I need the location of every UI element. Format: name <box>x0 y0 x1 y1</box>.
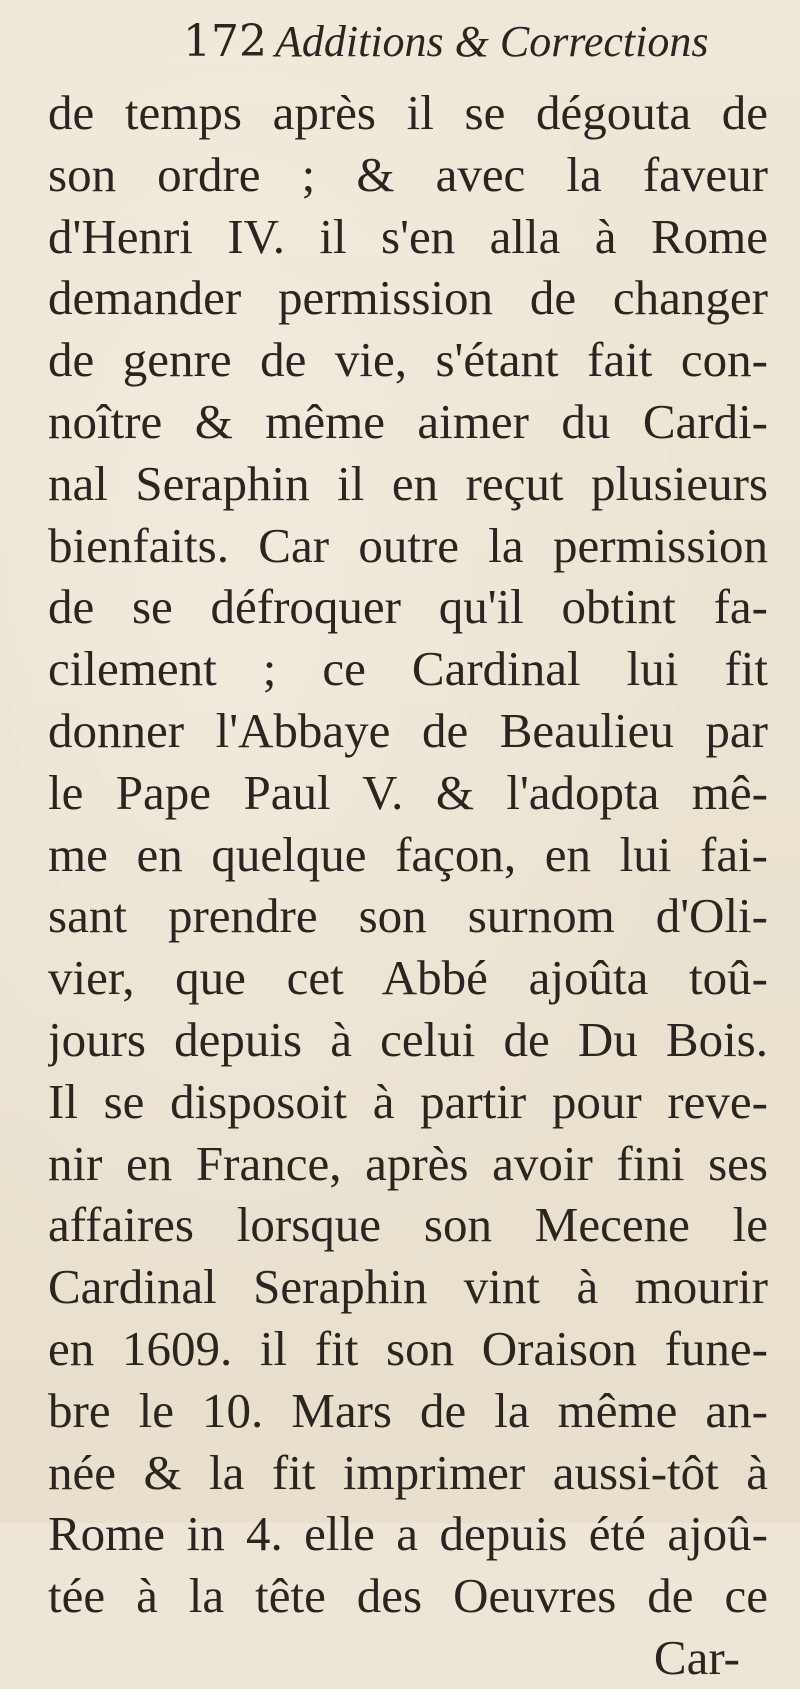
text-line: de se défroquer qu'il obtint fa- <box>48 579 768 635</box>
text-line: de temps après il se dégouta de <box>48 85 768 140</box>
catchword: Car- <box>653 1629 740 1685</box>
text-line: noître & même aimer du Cardi- <box>48 393 768 449</box>
text-line: cilement ; ce Cardinal lui fit <box>48 641 768 697</box>
running-head <box>183 12 743 72</box>
text-line: affaires lorsque son Mecene le <box>48 1197 768 1253</box>
text-line: vier, que cet Abbé ajoûta toû- <box>48 950 768 1006</box>
text-line: née & la fit imprimer aussi-tôt à <box>48 1444 768 1500</box>
text-line: son ordre ; & avec la faveur <box>48 146 768 202</box>
text-line: Il se disposoit à partir pour reve- <box>48 1073 768 1129</box>
body-text <box>48 82 768 1689</box>
text-line: Rome in 4. elle a depuis été ajoû- <box>48 1506 768 1562</box>
text-line: le Pape Paul V. & l'adopta mê- <box>48 764 768 820</box>
text-line: demander permission de changer <box>48 270 768 326</box>
text-line: me en quelque façon, en lui fai- <box>48 826 768 882</box>
text-line: jours depuis à celui de Du Bois. <box>48 1011 768 1067</box>
running-title: Additions & Corrections <box>275 17 709 66</box>
text-line: Cardinal Seraphin vint à mourir <box>48 1259 768 1315</box>
text-line: sant prendre son surnom d'Oli- <box>48 888 768 944</box>
text-line: tée à la tête des Oeuvres de ce <box>48 1568 768 1624</box>
text-line: nal Seraphin il en reçut plusieurs <box>48 455 768 511</box>
text-line: d'Henri IV. il s'en alla à Rome <box>48 208 768 264</box>
text-line: bienfaits. Car outre la permission <box>48 517 768 573</box>
text-line: de genre de vie, s'étant fait con- <box>48 332 768 388</box>
text-line: en 1609. il fit son Oraison fune- <box>48 1320 768 1376</box>
text-line: donner l'Abbaye de Beaulieu par <box>48 702 768 758</box>
page-number: 172 <box>183 16 267 67</box>
text-line: nir en France, après avoir fini ses <box>48 1135 768 1191</box>
text-line: bre le 10. Mars de la même an- <box>48 1382 768 1438</box>
